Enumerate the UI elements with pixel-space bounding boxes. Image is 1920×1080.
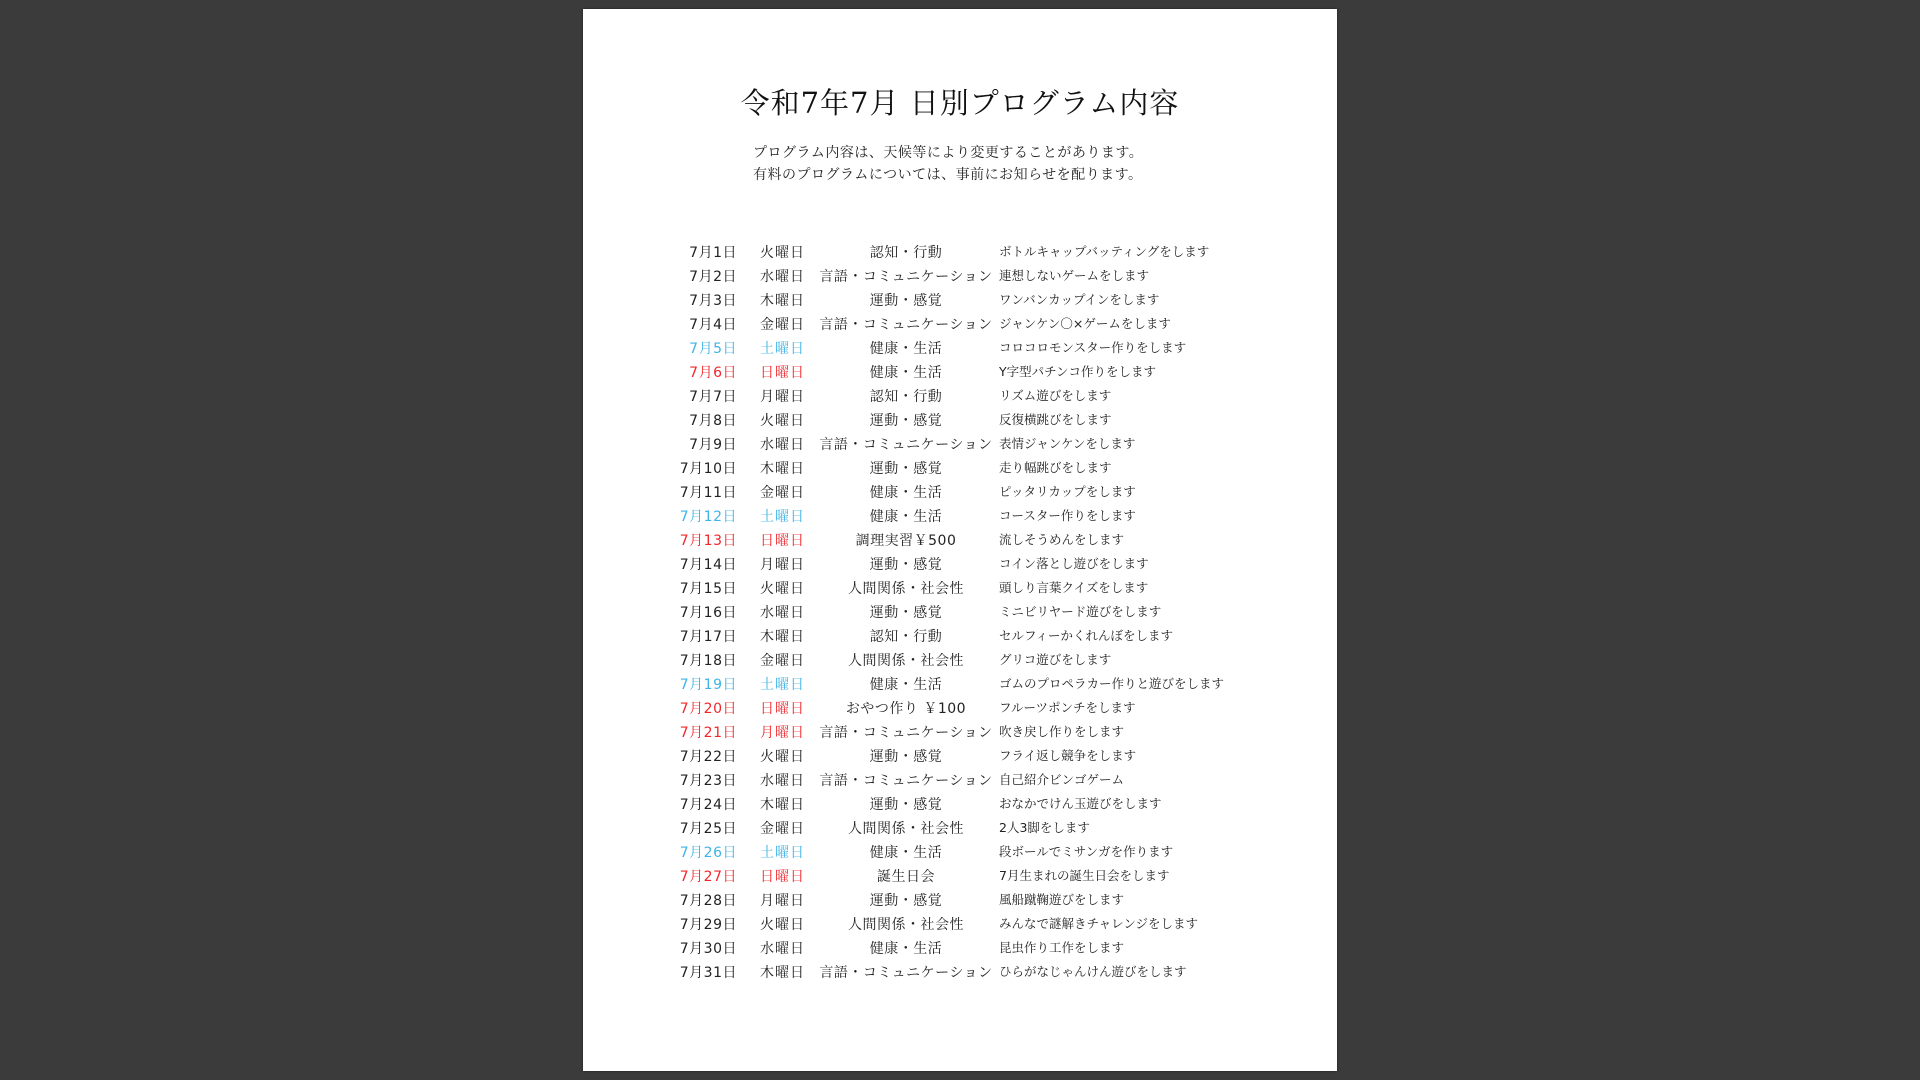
schedule-date: 7月9日 bbox=[689, 437, 737, 453]
schedule-row bbox=[583, 696, 1337, 720]
schedule-category: 言語・コミュニケーション bbox=[819, 725, 993, 741]
schedule-date: 7月29日 bbox=[679, 917, 737, 933]
schedule-category: 健康・生活 bbox=[869, 941, 943, 957]
notes bbox=[753, 142, 1143, 186]
schedule-date: 7月5日 bbox=[689, 341, 737, 357]
schedule-weekday: 土曜日 bbox=[760, 677, 805, 693]
schedule-activity: ジャンケン〇×ゲームをします bbox=[999, 316, 1171, 331]
schedule-row bbox=[583, 360, 1337, 384]
schedule-weekday: 月曜日 bbox=[760, 725, 805, 741]
schedule-row bbox=[583, 672, 1337, 696]
schedule-activity: 表情ジャンケンをします bbox=[999, 436, 1136, 451]
schedule-activity: コロコロモンスター作りをします bbox=[999, 340, 1187, 355]
schedule-date: 7月16日 bbox=[679, 605, 737, 621]
schedule-date: 7月19日 bbox=[679, 677, 737, 693]
schedule-activity: コースター作りをします bbox=[999, 508, 1136, 523]
schedule-weekday: 金曜日 bbox=[760, 653, 805, 669]
schedule-activity: グリコ遊びをします bbox=[999, 652, 1112, 667]
schedule-activity: 自己紹介ビンゴゲーム bbox=[999, 772, 1125, 787]
schedule-activity: コイン落とし遊びをします bbox=[999, 556, 1149, 571]
schedule-weekday: 水曜日 bbox=[760, 437, 805, 453]
schedule-category: 運動・感覚 bbox=[869, 293, 943, 309]
schedule-date: 7月12日 bbox=[679, 509, 737, 525]
note-line: プログラム内容は、天候等により変更することがあります。 bbox=[753, 145, 1144, 161]
schedule-weekday: 月曜日 bbox=[760, 893, 805, 909]
schedule-row bbox=[583, 840, 1337, 864]
schedule-activity: ミニビリヤード遊びをします bbox=[999, 604, 1162, 619]
schedule-activity: フライ返し競争をします bbox=[999, 748, 1137, 763]
schedule-weekday: 木曜日 bbox=[760, 965, 805, 981]
schedule-category: 健康・生活 bbox=[869, 845, 943, 861]
schedule-category: 運動・感覚 bbox=[869, 557, 943, 573]
schedule-weekday: 土曜日 bbox=[760, 341, 805, 357]
schedule-category: 運動・感覚 bbox=[869, 893, 943, 909]
schedule-weekday: 木曜日 bbox=[760, 461, 805, 477]
schedule-weekday: 日曜日 bbox=[760, 701, 805, 717]
schedule-weekday: 土曜日 bbox=[760, 845, 805, 861]
schedule-category: 健康・生活 bbox=[869, 365, 943, 381]
schedule-date: 7月30日 bbox=[679, 941, 737, 957]
schedule-category: 運動・感覚 bbox=[869, 749, 943, 765]
schedule-category: 言語・コミュニケーション bbox=[819, 269, 993, 285]
schedule-row bbox=[583, 768, 1337, 792]
schedule-category: 健康・生活 bbox=[869, 341, 943, 357]
schedule-weekday: 土曜日 bbox=[760, 509, 805, 525]
schedule-category: おやつ作り ￥100 bbox=[845, 701, 967, 717]
schedule-weekday: 火曜日 bbox=[760, 917, 805, 933]
schedule-date: 7月8日 bbox=[689, 413, 737, 429]
schedule-weekday: 日曜日 bbox=[760, 365, 805, 381]
schedule-category: 誕生日会 bbox=[877, 869, 935, 885]
schedule-row bbox=[583, 936, 1337, 960]
schedule-date: 7月28日 bbox=[679, 893, 737, 909]
schedule-weekday: 金曜日 bbox=[760, 485, 805, 501]
schedule-category: 運動・感覚 bbox=[869, 797, 943, 813]
schedule-activity: 頭しり言葉クイズをします bbox=[999, 580, 1149, 595]
schedule-date: 7月14日 bbox=[679, 557, 737, 573]
schedule-date: 7月15日 bbox=[679, 581, 737, 597]
schedule-activity: ワンバンカップインをします bbox=[999, 292, 1160, 307]
schedule-category: 認知・行動 bbox=[869, 245, 943, 261]
schedule-category: 言語・コミュニケーション bbox=[819, 965, 993, 981]
schedule-activity: 昆虫作り工作をします bbox=[999, 940, 1125, 955]
schedule-activity: 反復横跳びをします bbox=[999, 412, 1112, 427]
schedule-date: 7月24日 bbox=[679, 797, 737, 813]
schedule-weekday: 火曜日 bbox=[760, 413, 805, 429]
schedule-category: 人間関係・社会性 bbox=[848, 821, 964, 837]
schedule-weekday: 水曜日 bbox=[760, 269, 805, 285]
schedule-row bbox=[583, 264, 1337, 288]
schedule-weekday: 金曜日 bbox=[760, 821, 805, 837]
schedule-row bbox=[583, 792, 1337, 816]
schedule-weekday: 日曜日 bbox=[760, 869, 805, 885]
schedule-date: 7月20日 bbox=[679, 701, 737, 717]
schedule-weekday: 火曜日 bbox=[760, 749, 805, 765]
schedule-category: 運動・感覚 bbox=[869, 413, 943, 429]
schedule-activity: 2人3脚をします bbox=[999, 820, 1090, 835]
page-title: 令和7年7月 日別プログラム内容 bbox=[740, 86, 1180, 120]
schedule-activity: 風船蹴鞠遊びをします bbox=[999, 892, 1125, 907]
schedule-weekday: 水曜日 bbox=[760, 773, 805, 789]
schedule-category: 認知・行動 bbox=[869, 389, 943, 405]
schedule-activity: 段ボールでミサンガを作ります bbox=[999, 844, 1174, 859]
schedule-weekday: 木曜日 bbox=[760, 797, 805, 813]
schedule-category: 人間関係・社会性 bbox=[848, 917, 964, 933]
schedule-date: 7月4日 bbox=[689, 317, 737, 333]
schedule-date: 7月3日 bbox=[689, 293, 737, 309]
schedule-date: 7月27日 bbox=[679, 869, 737, 885]
schedule-date: 7月2日 bbox=[689, 269, 737, 285]
schedule-row bbox=[583, 240, 1337, 264]
schedule-weekday: 月曜日 bbox=[760, 389, 805, 405]
schedule-category: 健康・生活 bbox=[869, 677, 943, 693]
schedule-row bbox=[583, 912, 1337, 936]
schedule-date: 7月26日 bbox=[679, 845, 737, 861]
schedule-row bbox=[583, 888, 1337, 912]
schedule-row bbox=[583, 744, 1337, 768]
schedule-row bbox=[583, 336, 1337, 360]
schedule-activity: 7月生まれの誕生日会をします bbox=[999, 868, 1170, 883]
schedule-row bbox=[583, 960, 1337, 984]
schedule-weekday: 水曜日 bbox=[760, 605, 805, 621]
schedule-row bbox=[583, 552, 1337, 576]
schedule-weekday: 木曜日 bbox=[760, 629, 805, 645]
note-line: 有料のプログラムについては、事前にお知らせを配ります。 bbox=[753, 167, 1143, 183]
document-page bbox=[583, 9, 1337, 1071]
schedule-activity: Y字型パチンコ作りをします bbox=[999, 364, 1157, 379]
schedule-date: 7月13日 bbox=[679, 533, 737, 549]
schedule-date: 7月22日 bbox=[679, 749, 737, 765]
schedule-weekday: 日曜日 bbox=[760, 533, 805, 549]
schedule-weekday: 金曜日 bbox=[760, 317, 805, 333]
schedule-row bbox=[583, 408, 1337, 432]
schedule-row bbox=[583, 456, 1337, 480]
schedule-date: 7月23日 bbox=[679, 773, 737, 789]
schedule-category: 認知・行動 bbox=[869, 629, 943, 645]
schedule-activity: リズム遊びをします bbox=[999, 388, 1112, 403]
schedule-weekday: 火曜日 bbox=[760, 581, 805, 597]
schedule-row bbox=[583, 864, 1337, 888]
schedule-category: 言語・コミュニケーション bbox=[819, 317, 993, 333]
schedule-activity: ひらがなじゃんけん遊びをします bbox=[999, 964, 1187, 979]
schedule-row bbox=[583, 576, 1337, 600]
schedule-row bbox=[583, 648, 1337, 672]
schedule-activity: 連想しないゲームをします bbox=[999, 268, 1150, 283]
schedule-weekday: 火曜日 bbox=[760, 245, 805, 261]
schedule-activity: ボトルキャップバッティングをします bbox=[999, 244, 1210, 259]
schedule-category: 調理実習￥500 bbox=[855, 533, 957, 549]
schedule-category: 人間関係・社会性 bbox=[848, 653, 964, 669]
schedule-activity: おなかでけん玉遊びをします bbox=[999, 796, 1162, 811]
schedule-date: 7月21日 bbox=[679, 725, 737, 741]
schedule-category: 人間関係・社会性 bbox=[848, 581, 964, 597]
schedule-row bbox=[583, 480, 1337, 504]
schedule-row bbox=[583, 816, 1337, 840]
schedule-row bbox=[583, 288, 1337, 312]
schedule-row bbox=[583, 720, 1337, 744]
schedule-row bbox=[583, 432, 1337, 456]
schedule-row bbox=[583, 312, 1337, 336]
schedule-category: 言語・コミュニケーション bbox=[819, 773, 993, 789]
schedule-activity: ゴムのプロペラカー作りと遊びをします bbox=[999, 676, 1225, 691]
schedule-category: 言語・コミュニケーション bbox=[819, 437, 993, 453]
schedule-date: 7月6日 bbox=[689, 365, 737, 381]
schedule-activity: ピッタリカップをします bbox=[999, 484, 1136, 499]
schedule-row bbox=[583, 528, 1337, 552]
schedule-activity: みんなで謎解きチャレンジをします bbox=[999, 916, 1199, 931]
schedule-category: 運動・感覚 bbox=[869, 461, 943, 477]
schedule-activity: 吹き戻し作りをします bbox=[999, 724, 1125, 739]
schedule-date: 7月25日 bbox=[679, 821, 737, 837]
schedule-activity: セルフィーかくれんぼをします bbox=[999, 628, 1174, 643]
schedule-category: 運動・感覚 bbox=[869, 605, 943, 621]
schedule-activity: 走り幅跳びをします bbox=[999, 460, 1112, 475]
schedule-activity: 流しそうめんをします bbox=[999, 532, 1125, 547]
schedule-date: 7月31日 bbox=[679, 965, 737, 981]
schedule-row bbox=[583, 600, 1337, 624]
schedule-date: 7月11日 bbox=[679, 485, 737, 501]
schedule-weekday: 木曜日 bbox=[760, 293, 805, 309]
schedule-row bbox=[583, 624, 1337, 648]
schedule-date: 7月7日 bbox=[689, 389, 737, 405]
schedule-date: 7月10日 bbox=[679, 461, 737, 477]
schedule-row bbox=[583, 384, 1337, 408]
schedule-row bbox=[583, 504, 1337, 528]
schedule-activity: フルーツポンチをします bbox=[999, 700, 1136, 715]
schedule-date: 7月18日 bbox=[679, 653, 737, 669]
schedule-category: 健康・生活 bbox=[869, 485, 943, 501]
schedule-date: 7月17日 bbox=[679, 629, 737, 645]
schedule-category: 健康・生活 bbox=[869, 509, 943, 525]
schedule-weekday: 水曜日 bbox=[760, 941, 805, 957]
schedule-date: 7月1日 bbox=[689, 245, 737, 261]
schedule-weekday: 月曜日 bbox=[760, 557, 805, 573]
